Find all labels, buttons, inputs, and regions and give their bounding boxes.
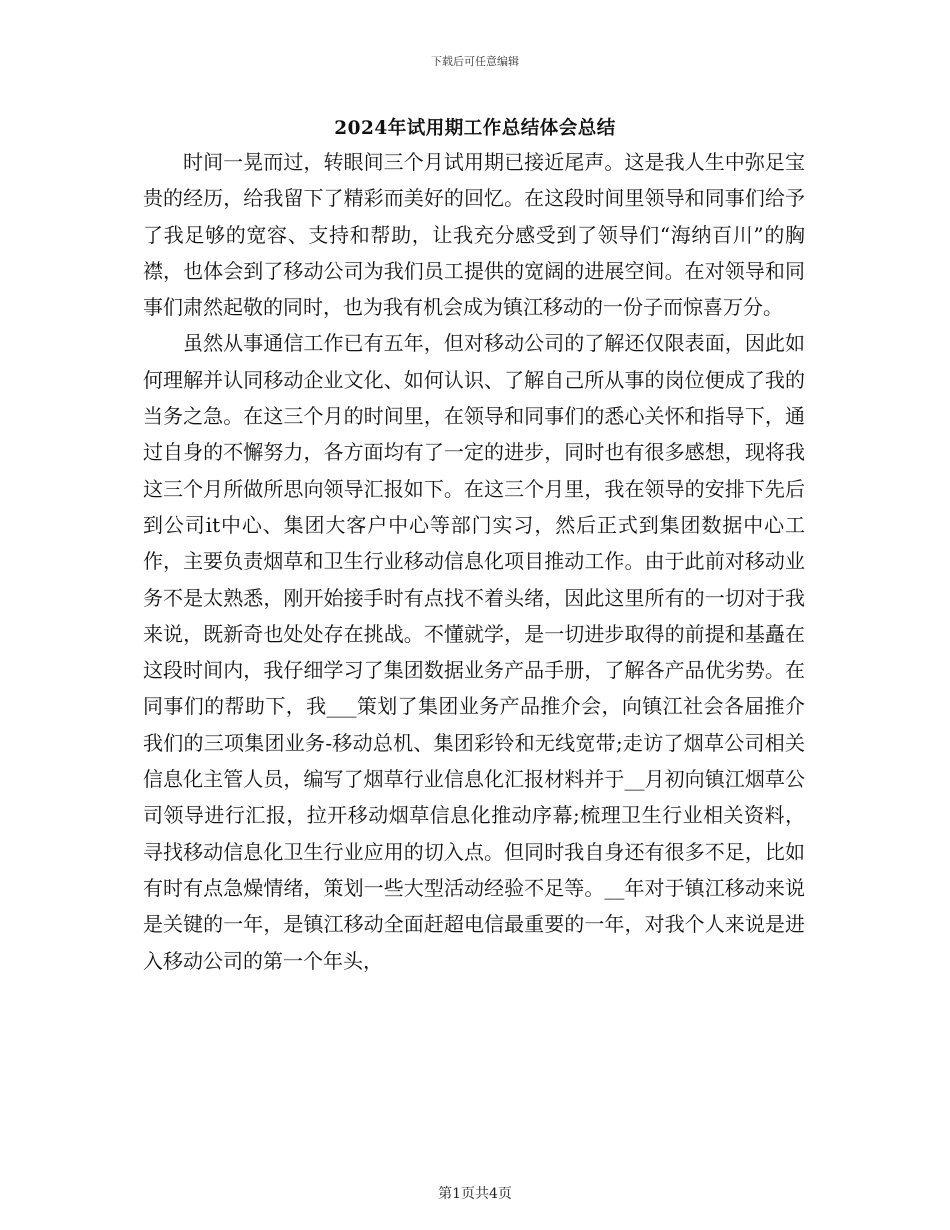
header-note: 下载后可任意编辑 (431, 55, 519, 68)
paragraph-2: 虽然从事通信工作已有五年，但对移动公司的了解还仅限表面，因此如何理解并认同移动企业文化、如何认识、了解自己所从事的岗位便成了我的当务之急。在这三个月的时间里，在领导和同事们的悉心关怀和指导下，通过自身的不懈努力，各方面均有了一定的进步，同时也有很多感想，现将我这三个月所做所思向领导汇报如下。在这三个月里，我在领导的安排下先后到公司it中心、集团大客户中心等部门实习，然后正式到集团数据中心工作，主要负责烟草和卫生行业移动信息化项目推动工作。由于此前对移动业务不是太熟悉，刚开始接手时有点找不着头绪，因此这里所有的一切对于我来说，既新奇也处处存在挑战。不懂就学，是一切进步取得的前提和基矗在这段时间内，我仔细学习了集团数据业务产品手册，了解各产品优劣势。在同事们的帮助下，我___策划了集团业务产品推介会，向镇江社会各届推介我们的三项集团业务-移动总机、集团彩铃和无线宽带;走访了烟草公司相关信息化主管人员，编写了烟草行业信息化汇报材料并于__月初向镇江烟草公司领导进行汇报，拉开移动烟草信息化推动序幕;梳理卫生行业相关资料，寻找移动信息化卫生行业应用的切入点。但同时我自身还有很多不足，比如有时有点急燥情绪，策划一些大型活动经验不足等。__年对于镇江移动来说是关键的一年，是镇江移动全面赶超电信最重要的一年，对我个人来说是进入移动公司的第一个年头， (143, 331, 805, 973)
document-title: 2024年试用期工作总结体会总结 (334, 118, 616, 139)
document-body (143, 144, 805, 979)
paragraph-1: 时间一晃而过，转眼间三个月试用期已接近尾声。这是我人生中弥足宝贵的经历，给我留下了精彩而美好的回忆。在这段时间里领导和同事们给予了我足够的宽容、支持和帮助，让我充分感受到了领导们“海纳百川”的胸襟，也体会到了移动公司为我们员工提供的宽阔的进展空间。在对领导和同事们肃然起敬的同时，也为我有机会成为镇江移动的一份子而惊喜万分。 (143, 150, 805, 320)
page-number-footer: 第1页共4页 (438, 1186, 512, 1202)
